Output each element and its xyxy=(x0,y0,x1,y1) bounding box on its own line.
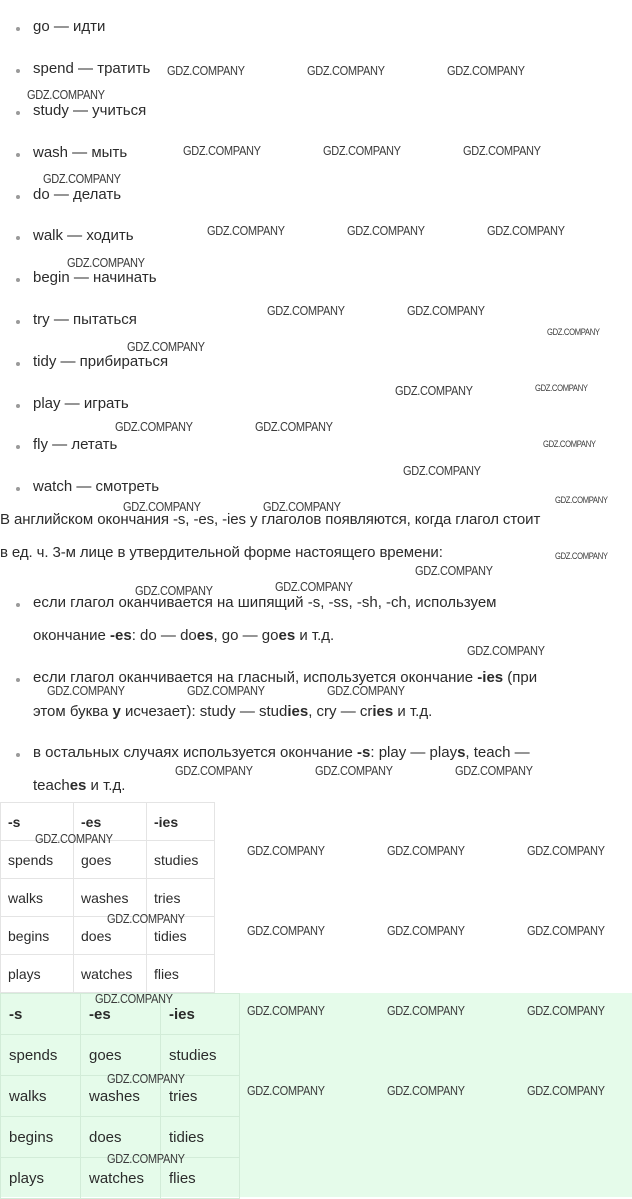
list-item: play — играть xyxy=(33,395,129,412)
watermark: GDZ.COMPANY xyxy=(207,223,285,238)
table-cell: spends xyxy=(1,841,74,879)
watermark: GDZ.COMPANY xyxy=(123,499,201,514)
table-row xyxy=(1,841,215,879)
list-item: spend — тратить xyxy=(33,60,151,77)
watermark: GDZ.COMPANY xyxy=(175,763,253,778)
watermark: GDZ.COMPANY xyxy=(555,495,608,505)
table-cell: flies xyxy=(161,1158,240,1199)
list-item: tidy — прибираться xyxy=(33,353,169,370)
watermark: GDZ.COMPANY xyxy=(527,1083,605,1098)
table-header-cell: -s xyxy=(1,803,74,841)
bullet xyxy=(16,236,20,240)
table-cell: studies xyxy=(147,841,215,879)
table-cell: watches xyxy=(74,955,147,993)
watermark: GDZ.COMPANY xyxy=(247,923,325,938)
list-item: wash — мыть xyxy=(33,144,128,161)
bullet xyxy=(16,678,20,682)
watermark: GDZ.COMPANY xyxy=(527,1003,605,1018)
watermark: GDZ.COMPANY xyxy=(447,63,525,78)
watermark: GDZ.COMPANY xyxy=(135,583,213,598)
table-header-cell: -es xyxy=(81,994,161,1035)
table-cell: plays xyxy=(1,1158,81,1199)
watermark: GDZ.COMPANY xyxy=(527,843,605,858)
table-cell: does xyxy=(74,917,147,955)
rule-3-line-1: в остальных случаях используется окончание -s: play — plays, teach — xyxy=(33,744,530,761)
watermark: GDZ.COMPANY xyxy=(387,1083,465,1098)
rule-2-line-1: если глагол оканчивается на гласный, используется окончание -ies (при xyxy=(33,669,538,686)
table-header-cell: -ies xyxy=(147,803,215,841)
watermark: GDZ.COMPANY xyxy=(247,843,325,858)
rule-2-line-2: этом буква y исчезает): study — studies, cry — cries и т.д. xyxy=(33,703,433,720)
table-cell: tries xyxy=(161,1076,240,1117)
watermark: GDZ.COMPANY xyxy=(275,579,353,594)
table-cell: walks xyxy=(1,879,74,917)
bullet xyxy=(16,603,20,607)
bullet xyxy=(16,320,20,324)
list-item: try — пытаться xyxy=(33,311,137,328)
watermark: GDZ.COMPANY xyxy=(407,303,485,318)
bullet xyxy=(16,753,20,757)
watermark: GDZ.COMPANY xyxy=(115,419,193,434)
watermark: GDZ.COMPANY xyxy=(263,499,341,514)
watermark: GDZ.COMPANY xyxy=(107,1151,185,1166)
table-cell: walks xyxy=(1,1076,81,1117)
table-cell: does xyxy=(81,1117,161,1158)
watermark: GDZ.COMPANY xyxy=(527,923,605,938)
bullet xyxy=(16,111,20,115)
watermark: GDZ.COMPANY xyxy=(67,255,145,270)
list-item: walk — ходить xyxy=(33,227,134,244)
table-cell: flies xyxy=(147,955,215,993)
bullet xyxy=(16,69,20,73)
table-cell: washes xyxy=(81,1076,161,1117)
intro-line-2: в ед. ч. 3-м лице в утвердительной форме настоящего времени: xyxy=(0,544,443,561)
table-row xyxy=(1,955,215,993)
table-cell: begins xyxy=(1,917,74,955)
watermark: GDZ.COMPANY xyxy=(247,1083,325,1098)
watermark: GDZ.COMPANY xyxy=(183,143,261,158)
table-header-cell: -s xyxy=(1,994,81,1035)
table-cell: tidies xyxy=(161,1117,240,1158)
watermark: GDZ.COMPANY xyxy=(187,683,265,698)
watermark: GDZ.COMPANY xyxy=(467,643,545,658)
table-cell: studies xyxy=(161,1035,240,1076)
table-header-cell: -es xyxy=(74,803,147,841)
watermark: GDZ.COMPANY xyxy=(127,339,205,354)
watermark: GDZ.COMPANY xyxy=(255,419,333,434)
watermark: GDZ.COMPANY xyxy=(463,143,541,158)
rule-3-line-2: teaches и т.д. xyxy=(33,777,126,794)
watermark: GDZ.COMPANY xyxy=(247,1003,325,1018)
watermark: GDZ.COMPANY xyxy=(47,683,125,698)
list-item: do — делать xyxy=(33,186,122,203)
watermark: GDZ.COMPANY xyxy=(555,551,608,561)
bullet xyxy=(16,487,20,491)
bullet xyxy=(16,195,20,199)
bullet xyxy=(16,153,20,157)
table-cell: tries xyxy=(147,879,215,917)
watermark: GDZ.COMPANY xyxy=(387,1003,465,1018)
list-item: begin — начинать xyxy=(33,269,157,286)
watermark: GDZ.COMPANY xyxy=(107,911,185,926)
watermark: GDZ.COMPANY xyxy=(487,223,565,238)
watermark: GDZ.COMPANY xyxy=(167,63,245,78)
list-item: study — учиться xyxy=(33,102,147,119)
watermark: GDZ.COMPANY xyxy=(267,303,345,318)
watermark: GDZ.COMPANY xyxy=(327,683,405,698)
watermark: GDZ.COMPANY xyxy=(395,383,473,398)
watermark: GDZ.COMPANY xyxy=(35,831,113,846)
table-cell: tidies xyxy=(147,917,215,955)
table-cell: goes xyxy=(81,1035,161,1076)
table-header-cell: -ies xyxy=(161,994,240,1035)
bullet xyxy=(16,445,20,449)
watermark: GDZ.COMPANY xyxy=(547,327,600,337)
table-cell: washes xyxy=(74,879,147,917)
watermark: GDZ.COMPANY xyxy=(43,171,121,186)
table-cell: watches xyxy=(81,1158,161,1199)
bullet xyxy=(16,362,20,366)
list-item: go — идти xyxy=(33,18,106,35)
rule-1-line-2: окончание -es: do — does, go — goes и т.д. xyxy=(33,627,335,644)
watermark: GDZ.COMPANY xyxy=(347,223,425,238)
watermark: GDZ.COMPANY xyxy=(387,843,465,858)
bullet xyxy=(16,404,20,408)
watermark: GDZ.COMPANY xyxy=(315,763,393,778)
watermark: GDZ.COMPANY xyxy=(535,383,588,393)
list-item: watch — смотреть xyxy=(33,478,160,495)
bullet xyxy=(16,27,20,31)
intro-line-1: В английском окончания -s, -es, -ies у глаголов появляются, когда глагол стоит xyxy=(0,511,541,528)
table-cell: begins xyxy=(1,1117,81,1158)
table-row xyxy=(1,1035,240,1076)
rule-1-line-1: если глагол оканчивается на шипящий -s, -ss, -sh, -ch, используем xyxy=(33,594,497,611)
watermark: GDZ.COMPANY xyxy=(415,563,493,578)
watermark: GDZ.COMPANY xyxy=(307,63,385,78)
watermark: GDZ.COMPANY xyxy=(387,923,465,938)
bullet xyxy=(16,278,20,282)
watermark: GDZ.COMPANY xyxy=(455,763,533,778)
watermark: GDZ.COMPANY xyxy=(323,143,401,158)
watermark: GDZ.COMPANY xyxy=(107,1071,185,1086)
endings-table-green xyxy=(0,993,240,1199)
list-item: fly — летать xyxy=(33,436,118,453)
table-cell: plays xyxy=(1,955,74,993)
watermark: GDZ.COMPANY xyxy=(95,991,173,1006)
table-cell: goes xyxy=(74,841,147,879)
table-cell: spends xyxy=(1,1035,81,1076)
watermark: GDZ.COMPANY xyxy=(403,463,481,478)
watermark: GDZ.COMPANY xyxy=(27,87,105,102)
watermark: GDZ.COMPANY xyxy=(543,439,596,449)
